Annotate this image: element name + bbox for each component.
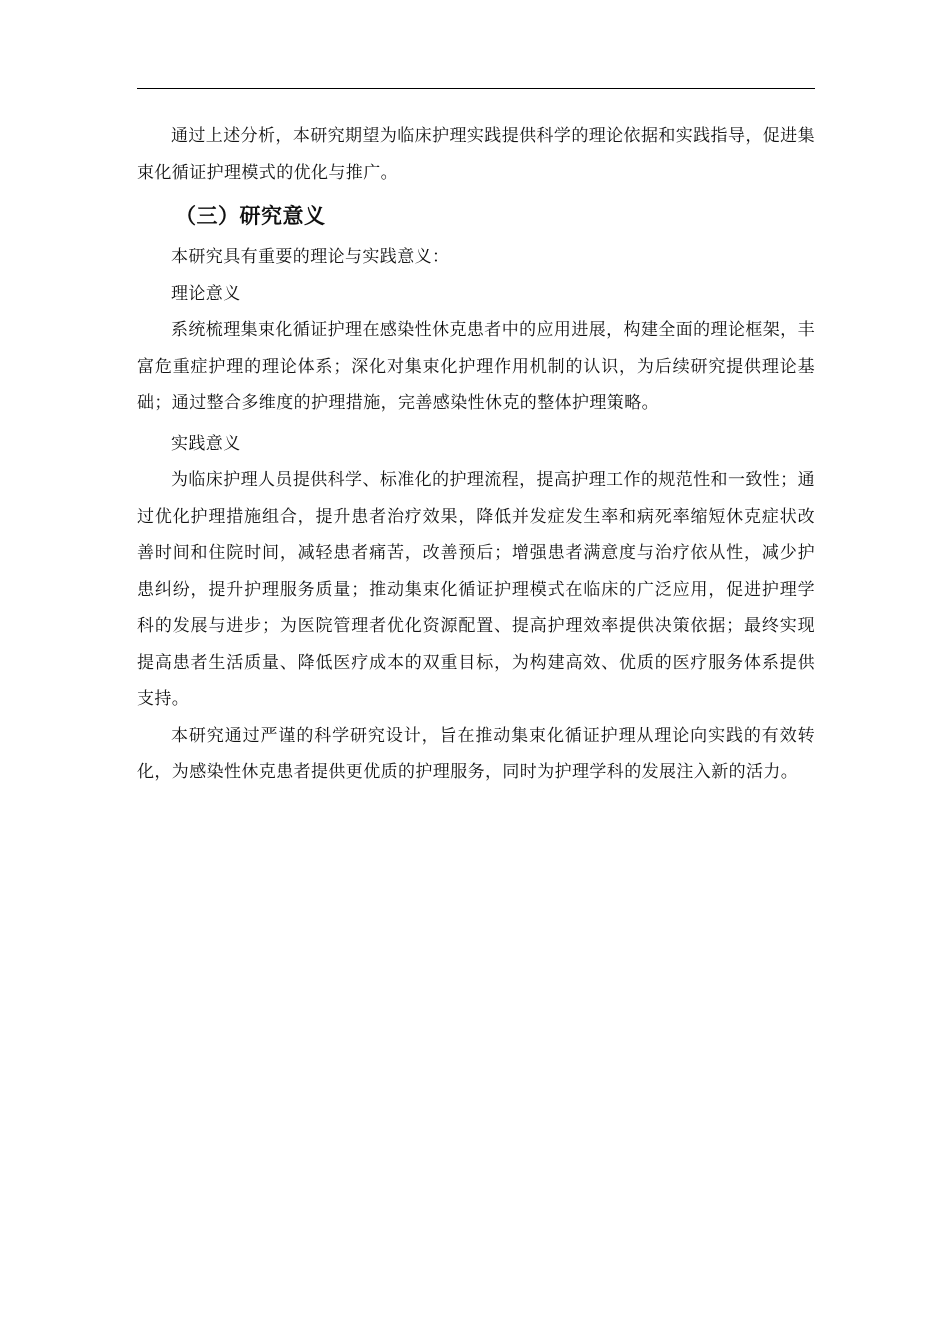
practice-body-paragraph: 为临床护理人员提供科学、标准化的护理流程，提高护理工作的规范性和一致性；通过优化护理措施组合，提升患者治疗效果，降低并发症发生率和病死率缩短休克症状改善时间和住院时间，减轻患者痛苦，改善预后；增强患者满意度与治疗依从性，减少护患纠纷，提升护理服务质量；推动集束化循证护理模式在临床的广泛应用，促进护理学科的发展与进步；为医院管理者优化资源配置、提高护理效率提供决策依据；最终实现提高患者生活质量、降低医疗成本的双重目标，为构建高效、优质的医疗服务体系提供支持。 <box>137 470 815 709</box>
header-rule <box>137 88 815 89</box>
section-heading: （三）研究意义 <box>175 204 326 228</box>
document-body <box>137 118 815 791</box>
theory-body-paragraph: 系统梳理集束化循证护理在感染性休克患者中的应用进展，构建全面的理论框架，丰富危重症护理的理论体系；深化对集束化护理作用机制的认识，为后续研究提供理论基础；通过整合多维度的护理措施，完善感染性休克的整体护理策略。 <box>137 320 815 413</box>
practice-label: 实践意义 <box>171 433 241 454</box>
theory-label: 理论意义 <box>171 283 241 304</box>
closing-paragraph: 本研究通过严谨的科学研究设计，旨在推动集束化循证护理从理论向实践的有效转化，为感染性休克患者提供更优质的护理服务，同时为护理学科的发展注入新的活力。 <box>137 725 815 782</box>
intro-conclusion-paragraph: 通过上述分析，本研究期望为临床护理实践提供科学的理论依据和实践指导，促进集束化循证护理模式的优化与推广。 <box>137 126 815 183</box>
significance-intro-paragraph: 本研究具有重要的理论与实践意义： <box>171 247 450 267</box>
